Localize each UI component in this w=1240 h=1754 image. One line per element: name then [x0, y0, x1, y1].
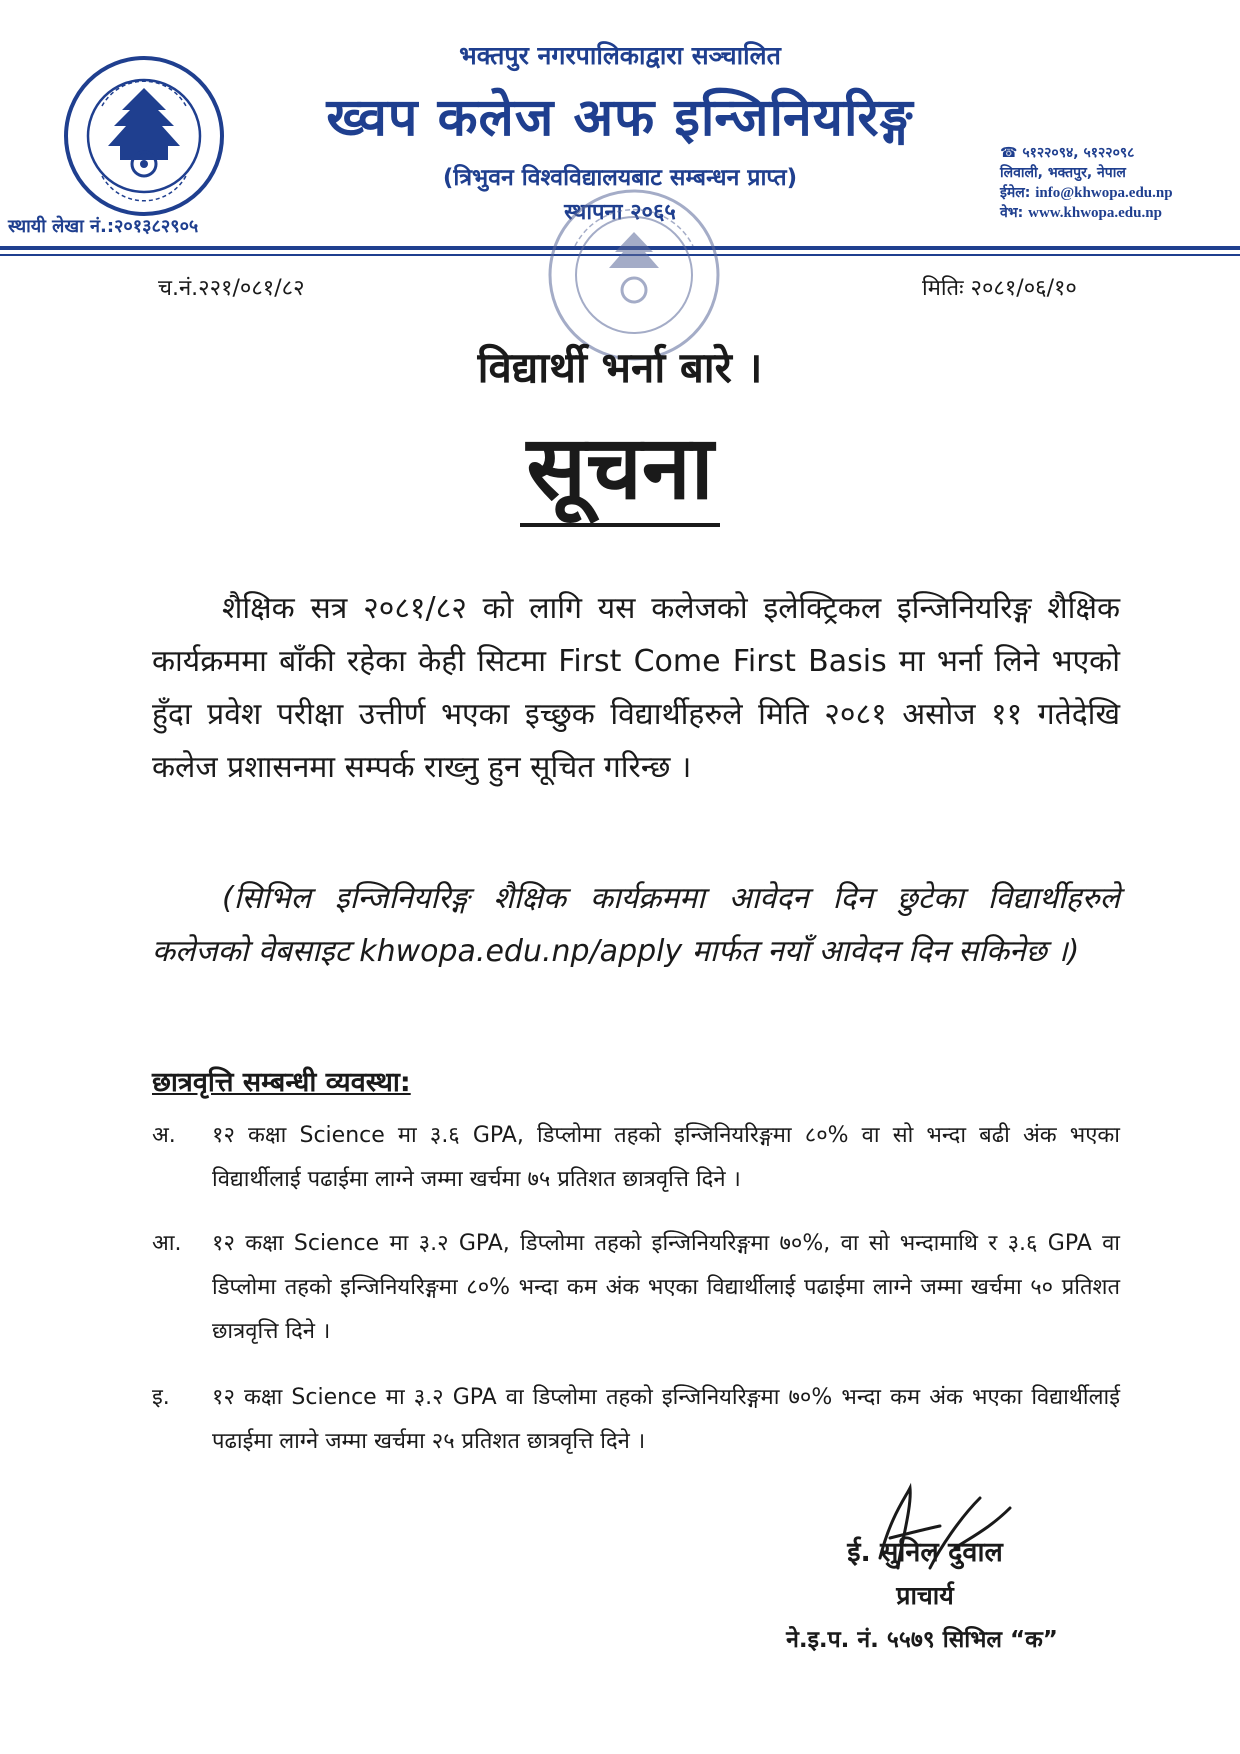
contact-block	[1000, 143, 1173, 223]
operator-line: भक्तपुर नगरपालिकाद्वारा सञ्चालित	[459, 41, 781, 70]
pan-number: स्थायी लेखा नं.:२०१३८२९०५	[8, 216, 199, 237]
notice-title: सूचना	[520, 420, 719, 527]
item-text: १२ कक्षा Science मा ३.६ GPA, डिप्लोमा तहको इन्जिनियरिङ्गमा ८०% वा सो भन्दा बढी अंक भएका विद्यार्थीलाई पढाईमा लाग्ने जम्मा खर्चमा ७५ प्रतिशत छात्रवृत्ति दिने ।	[212, 1123, 1120, 1192]
signatory-name: ई. सुनिल दुवाल	[847, 1537, 1003, 1568]
notice-date: मितिः २०८१/०६/१०	[922, 276, 1077, 301]
item-marker: आ.	[152, 1231, 182, 1256]
item-marker: इ.	[152, 1385, 170, 1410]
contact-phone: ☎ ५१२२०९४, ५१२२०९८	[1000, 145, 1135, 161]
established-year: स्थापना २०६५	[564, 200, 676, 225]
signatory-license: ने.इ.प. नं. ५५७९ सिभिल “क”	[786, 1627, 1058, 1653]
email-label: ईमेल:	[1000, 185, 1031, 201]
item-text: १२ कक्षा Science मा ३.२ GPA वा डिप्लोमा तहको इन्जिनियरिङ्गमा ७०% भन्दा कम अंक भएका विद्यार्थीलाई पढाईमा लाग्ने जम्मा खर्चमा २५ प्रतिशत छात्रवृत्ति दिने ।	[212, 1385, 1120, 1454]
contact-email[interactable]: info@khwopa.edu.np	[1035, 185, 1173, 201]
body-paragraph-2: (सिभिल इन्जिनियरिङ्ग शैक्षिक कार्यक्रममा आवेदन दिन छुटेका विद्यार्थीहरुले कलेजको वेबसाइट khwopa.edu.np/apply मार्फत नयाँ आवेदन दिन सकिनेछ ।)	[152, 881, 1120, 969]
contact-address: लिवाली, भक्तपुर, नेपाल	[1000, 165, 1126, 181]
college-logo-seal	[62, 54, 226, 218]
item-marker: अ.	[152, 1123, 176, 1148]
reference-number: च.नं.२२१/०८१/८२	[158, 276, 305, 301]
notice-subject: विद्यार्थी भर्ना बारे ।	[477, 343, 763, 392]
scholarship-item	[152, 1376, 1120, 1464]
scholarship-heading: छात्रवृत्ति सम्बन्धी व्यवस्था:	[152, 1067, 411, 1098]
affiliation: (त्रिभुवन विश्वविद्यालयबाट सम्बन्धन प्राप्त)	[442, 165, 798, 191]
college-name: ख्वप कलेज अफ इन्जिनियरिङ्ग	[326, 88, 914, 148]
web-label: वेभ:	[1000, 205, 1024, 221]
scholarship-item	[152, 1114, 1120, 1202]
scholarship-item	[152, 1222, 1120, 1354]
item-text: १२ कक्षा Science मा ३.२ GPA, डिप्लोमा तहको इन्जिनियरिङ्गमा ७०%, वा सो भन्दामाथि र ३.६ GPA वा डिप्लोमा तहको इन्जिनियरिङ्गमा ८०% भन्दा कम अंक भएका विद्यार्थीलाई पढाईमा लाग्ने जम्मा खर्चमा ५० प्रतिशत छात्रवृत्ति दिने ।	[212, 1231, 1120, 1344]
signatory-title: प्राचार्य	[896, 1581, 954, 1610]
body-paragraph-1: शैक्षिक सत्र २०८१/८२ को लागि यस कलेजको इलेक्ट्रिकल इन्जिनियरिङ्ग शैक्षिक कार्यक्रममा बाँकी रहेका केही सिटमा First Come First Basis मा भर्ना लिने भएको हुँदा प्रवेश परीक्षा उत्तीर्ण भएका इच्छुक विद्यार्थीहरुले मिति २०८१ असोज ११ गतेदेखि कलेज प्रशासनमा सम्पर्क राख्नु हुन सूचित गरिन्छ ।	[152, 591, 1120, 785]
contact-website[interactable]: www.khwopa.edu.np	[1028, 205, 1162, 221]
